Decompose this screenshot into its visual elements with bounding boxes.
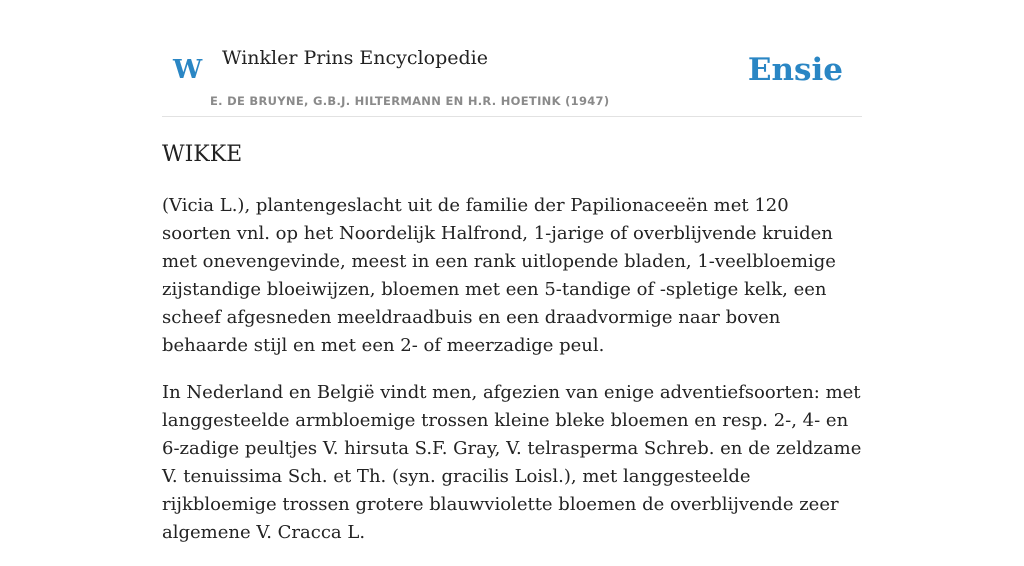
winkler-prins-logo[interactable]: W — [173, 55, 203, 85]
entry-title: WIKKE — [162, 142, 243, 167]
entry-paragraph: (Vicia L.), plantengeslacht uit de familie der Papilionaceeën met 120 soorten vnl. op het Noordelijk Halfrond, 1-jarige of overblijvende kruiden met onevengevinde, meest in een rank uitlopende bladen, 1-veelbloemige zijstandige bloeiwijzen, bloemen met een 5-tandige of -spletige kelk, een scheef afgesneden meeldraadbuis en een draadvormige naar boven behaarde stijl en met een 2- of meerzadige peul. — [162, 195, 836, 356]
authors-line: E. DE BRUYNE, G.B.J. HILTERMANN EN H.R. HOETINK (1947) — [210, 94, 610, 108]
entry-body — [162, 192, 862, 566]
page — [162, 0, 862, 543]
site-header — [162, 0, 862, 117]
entry-paragraph: In Nederland en België vindt men, afgezien van enige adventiefsoorten: met langgesteelde armbloemige trossen kleine bleke bloemen en resp. 2-, 4- en 6-zadige peultjes V. hirsuta S.F. Gray, V. telrasperma Schreb. en de zeldzame V. tenuissima Sch. et Th. (syn. gracilis Loisl.), met langgesteelde rijkbloemige trossen grotere blauwviolette bloemen de overblijvende zeer algemene V. Cracca L. — [162, 382, 862, 543]
site-title[interactable]: Winkler Prins Encyclopedie — [222, 47, 488, 69]
ensie-logo[interactable]: Ensie — [747, 52, 843, 88]
